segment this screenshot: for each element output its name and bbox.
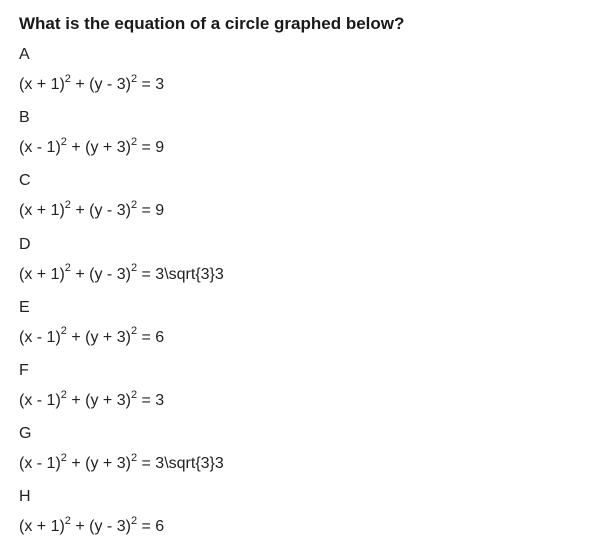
option-b[interactable] [19, 108, 599, 171]
option-letter: B [19, 109, 30, 127]
option-equation: $(x + 1)^2 + (y - 3)^2 = 9$ [19, 199, 165, 220]
option-letter: C [19, 172, 31, 190]
option-equation: $(x - 1)^2 + (y + 3)^2$ = 3\sqrt{3}3 [19, 451, 224, 473]
option-equation: $(x + 1)^2 + (y - 3)^2 = 6$ [19, 514, 165, 536]
option-h[interactable] [19, 487, 599, 550]
option-letter: D [19, 235, 31, 253]
option-g[interactable] [19, 424, 599, 487]
option-a[interactable] [19, 45, 599, 108]
answer-options [19, 45, 599, 551]
option-letter: A [19, 46, 30, 63]
option-letter: G [19, 425, 32, 443]
option-d[interactable] [19, 235, 599, 298]
option-equation: $(x + 1)^2 + (y - 3)^2 = 3$ [19, 72, 165, 93]
option-c[interactable] [19, 171, 599, 234]
option-f[interactable] [19, 361, 599, 424]
option-equation: $(x - 1)^2 + (y + 3)^2 = 9$ [19, 135, 165, 157]
option-equation: $(x - 1)^2 + (y + 3)^2 = 3$ [19, 388, 165, 409]
option-letter: E [19, 298, 30, 316]
question-title: What is the equation of a circle graphed below? [19, 14, 405, 33]
option-letter: H [19, 488, 31, 506]
option-equation: $(x - 1)^2 + (y + 3)^2 = 6$ [19, 325, 165, 346]
option-e[interactable] [19, 298, 599, 361]
option-equation: $(x + 1)^2 + (y - 3)^2$ = 3\sqrt{3}3 [19, 262, 224, 283]
option-letter: F [19, 361, 29, 379]
